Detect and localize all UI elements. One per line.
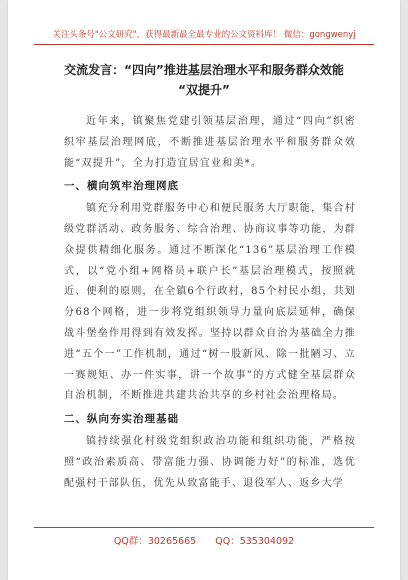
section-2-heading: 二、纵向夯实治理基础 xyxy=(64,413,179,426)
footer-qq-group: QQ群：30265665 xyxy=(113,536,197,547)
footer-contact xyxy=(8,533,400,547)
section-1-heading: 一、横向筑牢治理网底 xyxy=(64,180,179,193)
document-body xyxy=(64,112,356,494)
header-promo-note: 关注头条号"公文研究"，获得最新最全最专业的公文资料库！ 微信：gongwenyj xyxy=(52,30,356,40)
section-2-paragraph: 镇持续强化村级党组织政治功能和组织功能，严格按照“政治素质高、带富能力强、协调能力好”的标准，选优配强村干部队伍，优先从致富能手、退役军人、返乡大学 xyxy=(64,435,356,489)
footer-qq: QQ：535304092 xyxy=(215,536,295,547)
header-divider xyxy=(34,44,374,45)
intro-paragraph: 近年来，镇聚焦党建引领基层治理，通过“四向”织密织牢基层治理网底，不断推进基层治理水平和服务群众效能“双提升”，全力打造宜居宜业和美*。 xyxy=(64,116,356,169)
title-line-1: 交流发言：“四向”推进基层治理水平和服务群众效能 xyxy=(64,63,344,77)
footer-divider xyxy=(34,527,374,528)
document-title xyxy=(28,60,380,100)
title-line-2: “双提升” xyxy=(178,83,230,97)
section-1-paragraph: 镇充分利用党群服务中心和便民服务大厅职能，集合村级党群活动、政务服务、综合治理、协商议事等功能，为群众提供精细化服务。通过不断深化“136”基层治理工作模式，以“党小组+网格员+联户长”基层治理模式，按照就近、便利的原则，在全镇6个行政村，85个村民小组，共划分68个网格，进一步将党组织领导力量向底层延伸，确保战斗堡垒作用得到有效发挥。坚持以群众自治为基础全力推进“五个一”工作机制，通过“树一股新风、除一批陋习、立一赛规矩、办一件实事，讲一个故事”的方式健全基层群众自治机制，不断推进共建共治共享的乡村社会治理格局。 xyxy=(64,203,356,402)
document-page xyxy=(8,0,400,580)
